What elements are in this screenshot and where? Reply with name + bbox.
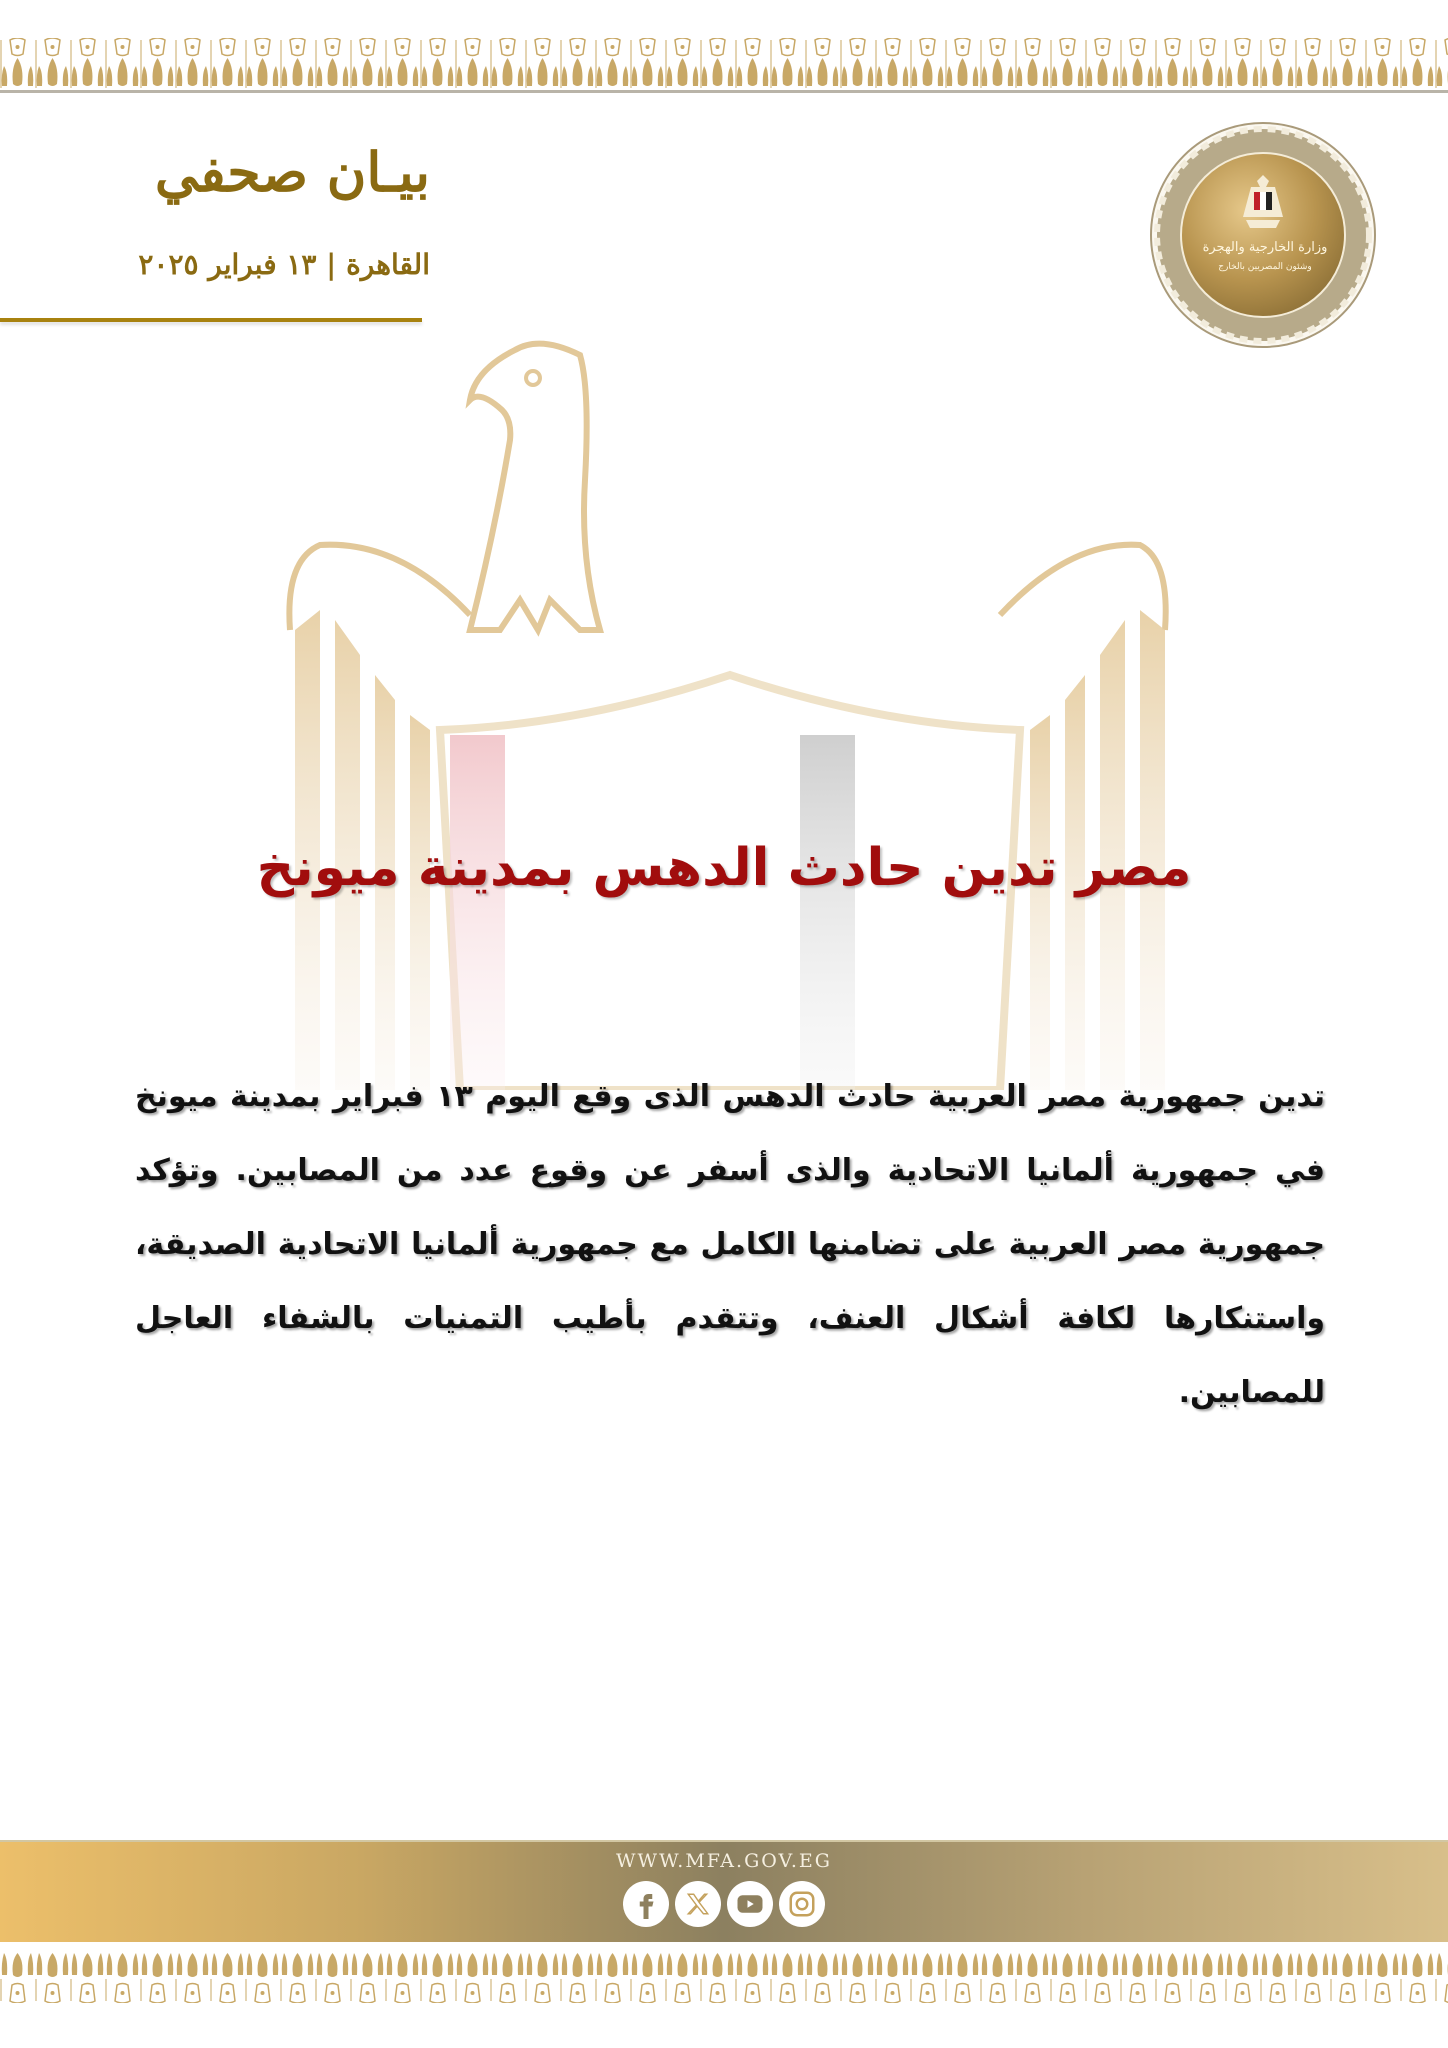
x-icon (685, 1891, 711, 1917)
ornament-pattern (0, 38, 1448, 90)
top-ornamental-border (0, 38, 1448, 90)
eagle-watermark (280, 330, 1180, 1090)
bottom-ornamental-border (0, 1951, 1448, 2003)
youtube-icon (735, 1889, 765, 1919)
facebook-link[interactable] (623, 1881, 669, 1927)
website-link[interactable]: WWW.MFA.GOV.EG (616, 1850, 832, 1872)
press-release-title: بيـان صحفي (154, 140, 430, 204)
seal-ministry-name: وزارة الخارجية والهجرة (1202, 240, 1328, 255)
header-rule (0, 318, 422, 322)
ministry-seal-logo (1148, 120, 1378, 350)
headline: مصر تدين حادث الدهس بمدينة ميونخ (256, 838, 1192, 898)
instagram-icon (787, 1889, 817, 1919)
youtube-link[interactable] (727, 1881, 773, 1927)
facebook-icon (631, 1889, 661, 1919)
statement-body: تدين جمهورية مصر العربية حادث الدهس الذى وقع اليوم ١٣ فبراير بمدينة ميونخ في جمهورية ألمانيا الاتحادية والذى أسفر عن وقوع عدد من المصابين. وتؤكد جمهورية مصر العربية على تضامنها الكامل مع جمهورية ألمانيا الاتحادية الصديقة، واستنكارها لكافة أشكال العنف، وتتقدم بأطيب التمنيات بالشفاء العاجل للمصابين. (135, 1079, 1325, 1410)
ornament-pattern (0, 1951, 1448, 2003)
x-link[interactable] (675, 1881, 721, 1927)
social-links (0, 1881, 1448, 1927)
seal-ministry-subtitle: وشئون المصريين بالخارج (1218, 262, 1312, 272)
instagram-link[interactable] (779, 1881, 825, 1927)
top-border-rule (0, 90, 1448, 93)
dateline: القاهرة | ١٣ فبراير ٢٠٢٥ (138, 248, 430, 281)
